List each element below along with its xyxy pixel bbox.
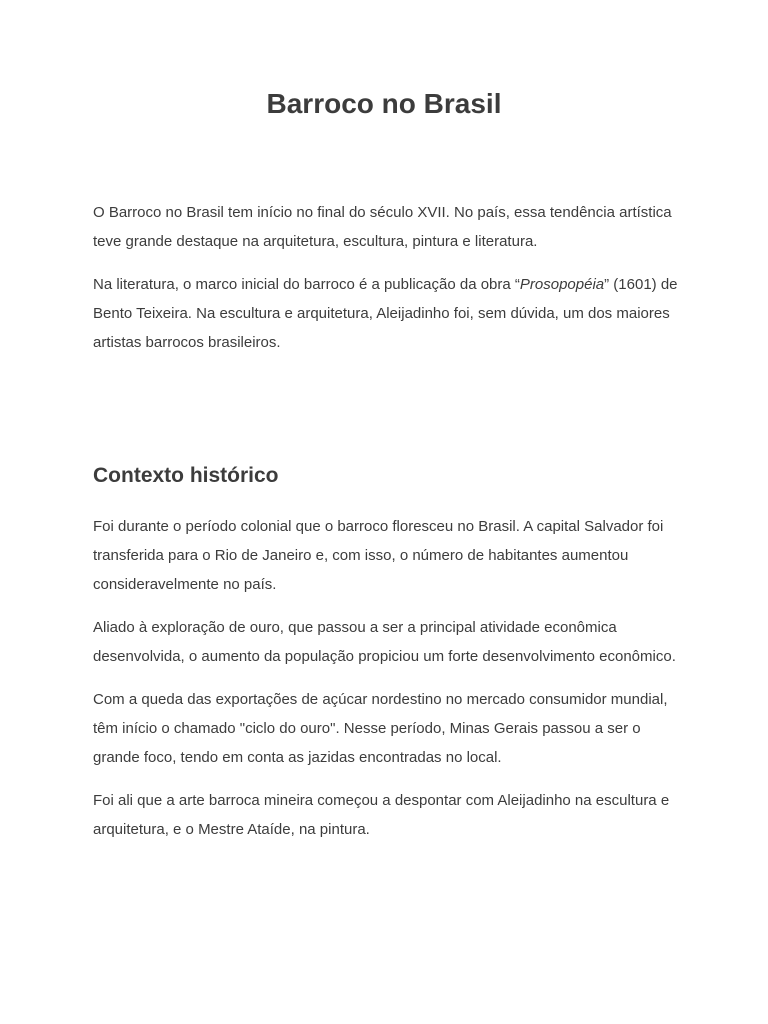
intro-block [93, 198, 678, 371]
text-segment: Na literatura, o marco inicial do barroco é a publicação da obra “ [93, 276, 520, 293]
section-paragraph: Com a queda das exportações de açúcar nordestino no mercado consumidor mundial, têm início o chamado "ciclo do ouro". Nesse período, Minas Gerais passou a ser o grande foco, tendo em conta as jazidas encontradas no local. [93, 691, 668, 766]
intro-paragraph: O Barroco no Brasil tem início no final do século XVII. No país, essa tendência artística teve grande destaque na arquitetura, escultura, pintura e literatura. [93, 204, 672, 250]
page-title: Barroco no Brasil [266, 88, 502, 119]
section-paragraph: Foi ali que a arte barroca mineira começou a despontar com Aleijadinho na escultura e arquitetura, e o Mestre Ataíde, na pintura. [93, 792, 670, 838]
section-heading: Contexto histórico [93, 464, 279, 487]
text-segment: ” (1601) de Bento Teixeira. Na escultura e arquitetura, Aleijadinho foi, sem dúvida, um dos maiores artistas barrocos brasileiros. [93, 276, 678, 351]
section-paragraph: Foi durante o período colonial que o barroco floresceu no Brasil. A capital Salvador foi transferida para o Rio de Janeiro e, com isso, o número de habitantes aumentou consideravelmente no país. [93, 518, 664, 593]
work-title: Prosopopéia [519, 276, 605, 293]
historical-context-section [93, 460, 678, 858]
section-paragraph: Aliado à exploração de ouro, que passou a ser a principal atividade econômica desenvolvida, o aumento da população propiciou um forte desenvolvimento econômico. [93, 619, 676, 665]
intro-paragraph-literature [93, 270, 678, 357]
